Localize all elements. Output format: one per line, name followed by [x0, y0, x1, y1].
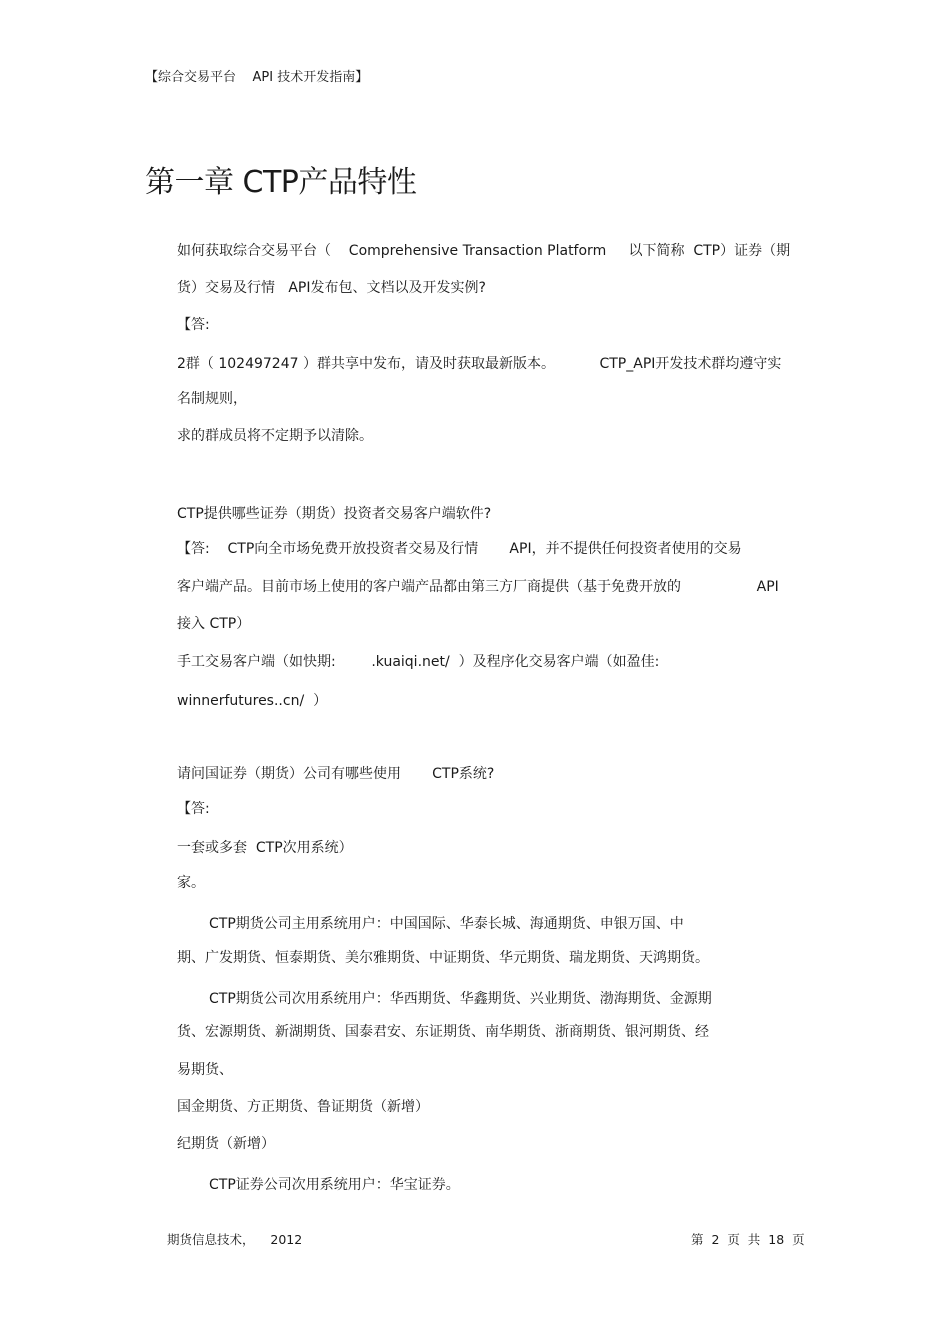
text-line: 接入 CTP）: [177, 616, 251, 632]
page-header: 【综合交易平台 API 技术开发指南】: [145, 70, 369, 85]
text-line: CTP证券公司次用系统用户：华宝证券。: [209, 1177, 460, 1193]
text-line: 2群（ 102497247 ）群共享中发布，请及时获取最新版本。 CTP_API开发技术群均遵守实: [177, 356, 782, 372]
text-line: 国金期货、方正期货、鲁证期货（新增）: [177, 1099, 429, 1115]
footer-page-number: 第 2 页 共 18 页: [691, 1232, 805, 1247]
text-line: 货）交易及行情 API发布包、文档以及开发实例?: [177, 280, 486, 296]
text-line: CTP期货公司次用系统用户：华西期货、华鑫期货、兴业期货、渤海期货、金源期: [209, 991, 712, 1007]
text-line: 家。: [177, 875, 205, 891]
text-line: 【答:: [177, 801, 210, 817]
text-line: CTP提供哪些证券（期货）投资者交易客户端软件?: [177, 506, 492, 522]
text-line: 期、广发期货、恒泰期货、美尔雅期货、中证期货、华元期货、瑞龙期货、天鸿期货。: [177, 950, 709, 966]
text-line: winnerfutures..cn/ ）: [177, 693, 328, 709]
text-line: 如何获取综合交易平台（ Comprehensive Transaction Platform 以下简称 CTP）证券（期: [177, 243, 791, 259]
text-line: 易期货、: [177, 1062, 233, 1078]
text-line: 【答:: [177, 317, 210, 333]
text-line: CTP期货公司主用系统用户：中国国际、华泰长城、海通期货、申银万国、中: [209, 916, 684, 932]
text-line: 纪期货（新增）: [177, 1136, 275, 1152]
text-line: 【答: CTP向全市场免费开放投资者交易及行情 API，并不提供任何投资者使用的交易: [177, 541, 742, 557]
chapter-title: 第一章 CTP产品特性: [145, 165, 417, 200]
text-line: 求的群成员将不定期予以清除。: [177, 428, 373, 444]
text-line: 手工交易客户端（如快期: .kuaiqi.net/ ）及程序化交易客户端（如盈佳:: [177, 654, 660, 670]
text-line: 货、宏源期货、新湖期货、国泰君安、东证期货、南华期货、浙商期货、银河期货、经: [177, 1024, 709, 1040]
text-line: 请问国证券（期货）公司有哪些使用 CTP系统?: [177, 766, 495, 782]
footer-left: 期货信息技术， 2012: [167, 1232, 303, 1247]
text-line: 客户端产品。目前市场上使用的客户端产品都由第三方厂商提供（基于免费开放的 API: [177, 579, 779, 595]
text-line: 名制规则，: [177, 391, 247, 407]
text-line: 一套或多套 CTP次用系统）: [177, 840, 353, 856]
